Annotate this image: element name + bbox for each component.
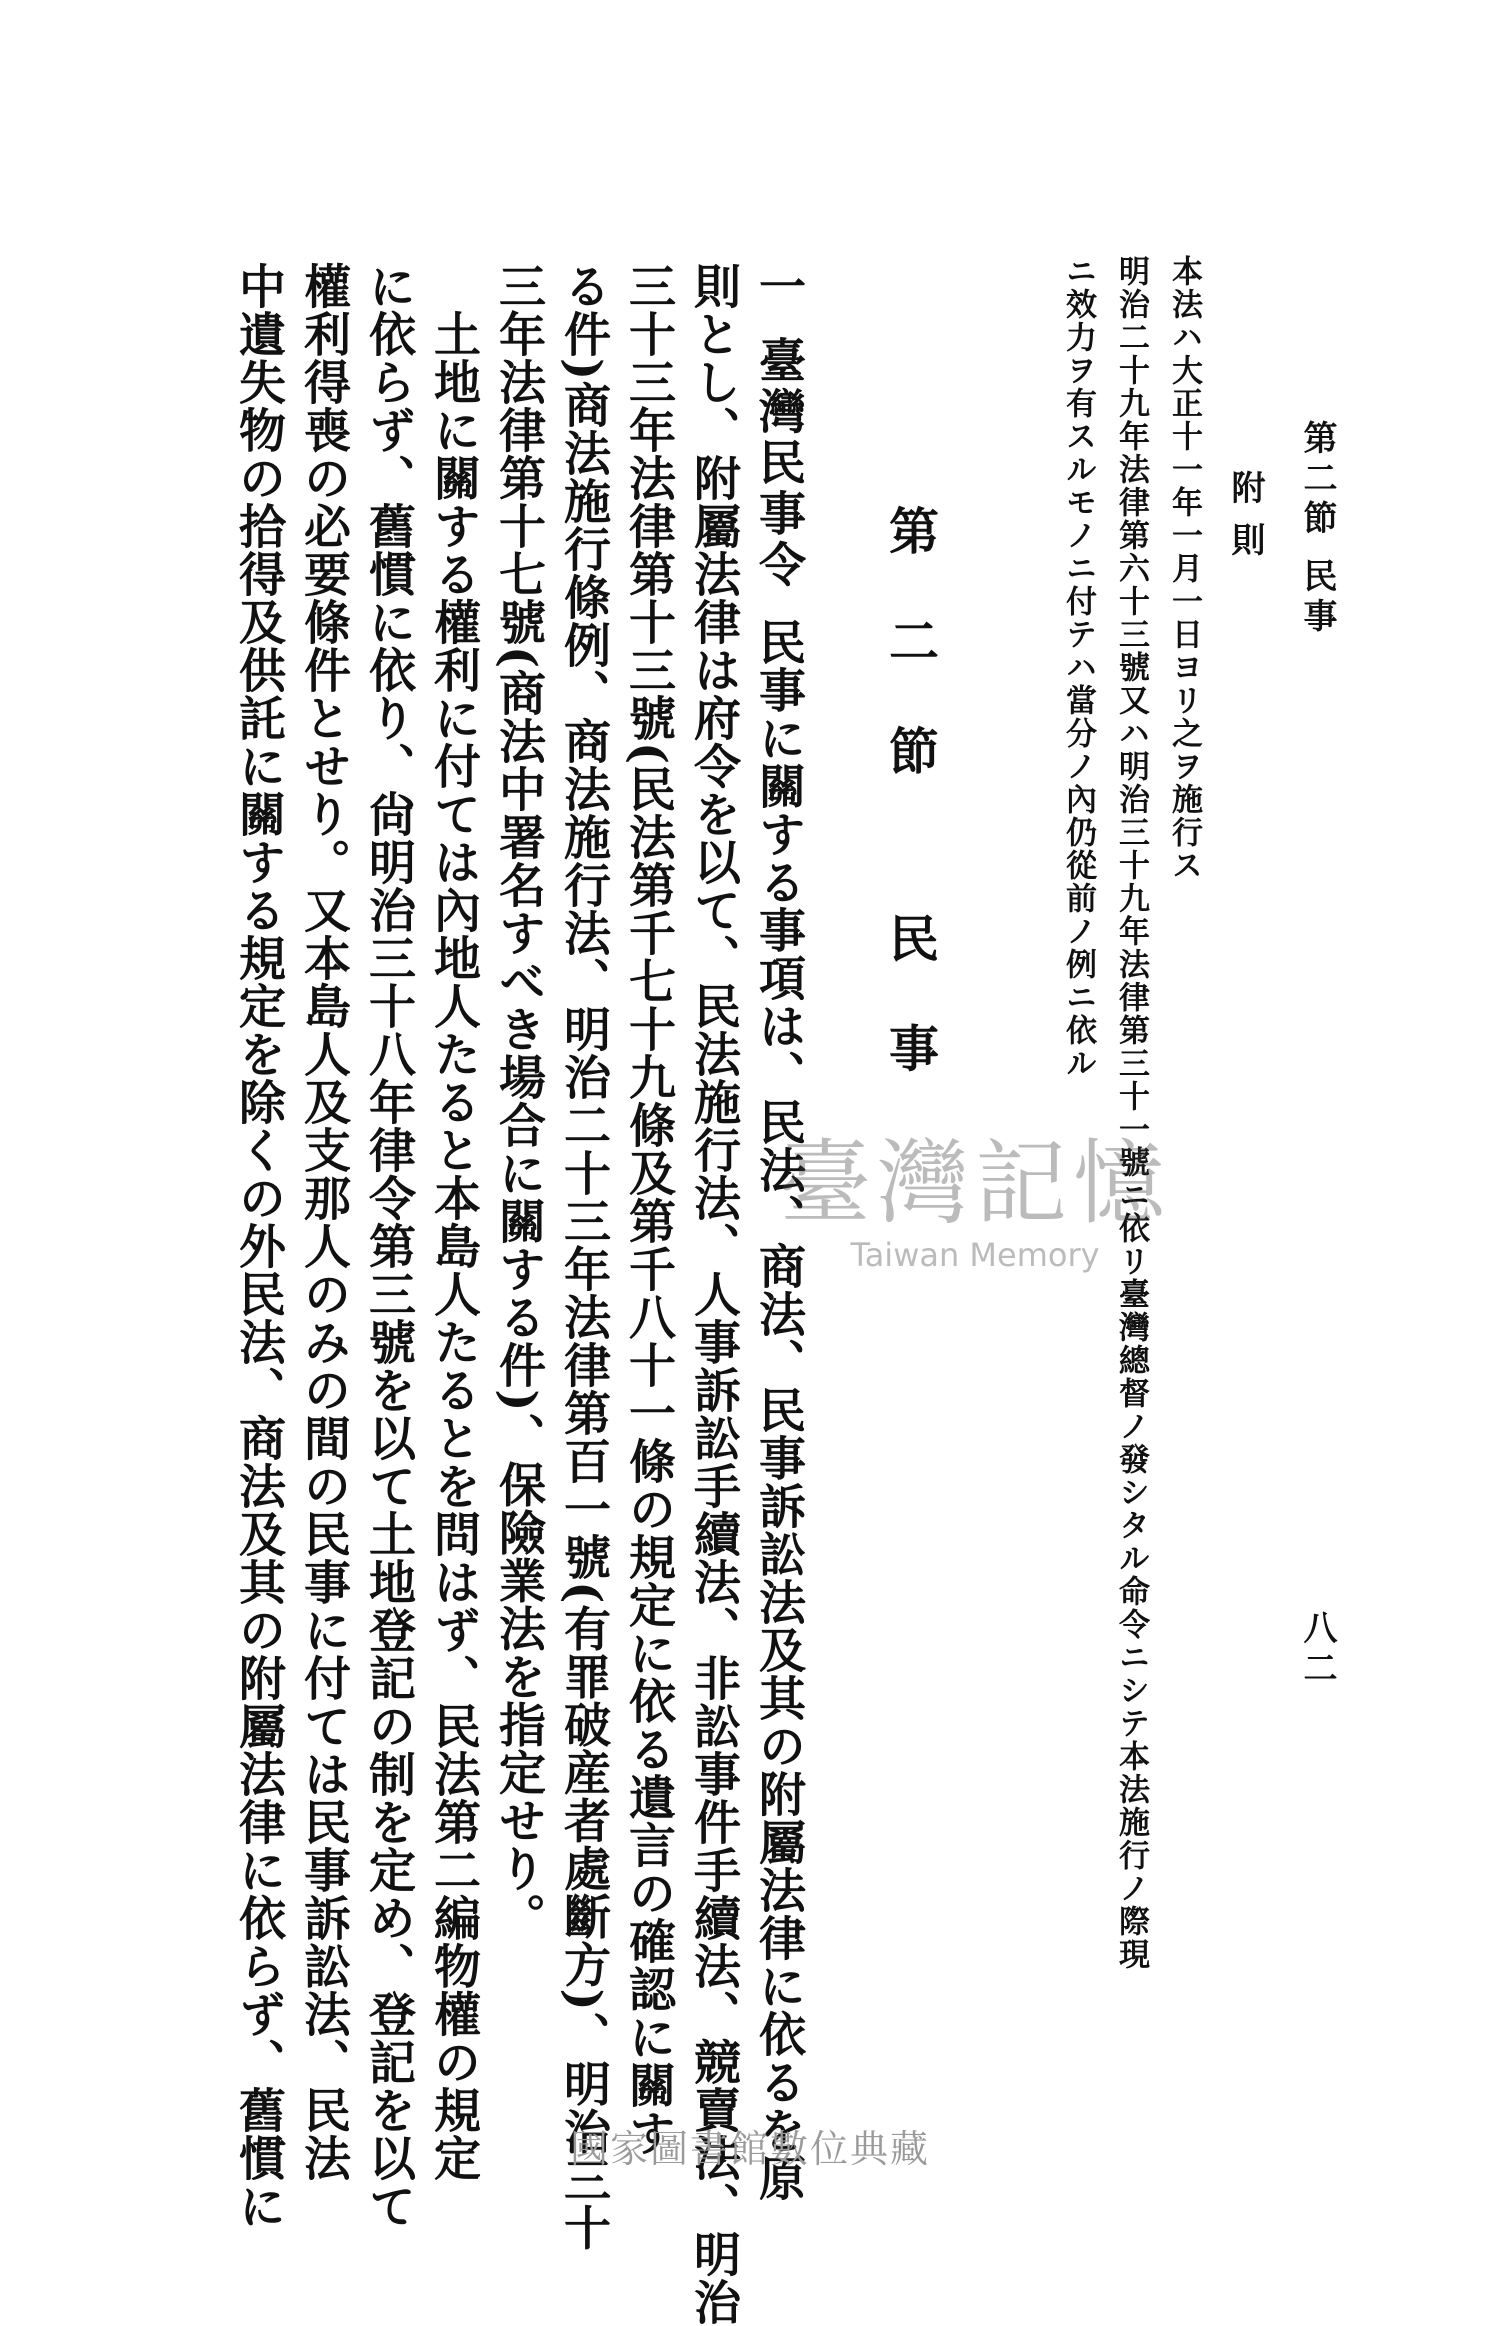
appendix-line: 本法ハ大正十一年一月一日ヨリ之ヲ施行ス [1166, 255, 1202, 882]
item-title: 臺灣民事令 [751, 336, 806, 591]
body-line: 民事に關する事項は、民法、商法、民事訴訟法及其の附屬法律に依るを原 [751, 618, 806, 2202]
appendix-line: 明治二十九年法律第六十三號又ハ明治三十九年法律第三十一號ニ依リ臺灣總督ノ發シタル命令ニシテ本法施行ノ際現 [1113, 255, 1149, 1971]
item-number: 一 [751, 262, 806, 310]
library-footer: 國家圖書館數位典藏 [569, 2127, 930, 2171]
body-line: る件)商法施行條例、商法施行法、明治二十三年法律第百一號(有罪破産者處斷方)、明治三十 [556, 262, 611, 2252]
body-line: 土地に關する權利に付ては內地人たると本島人たるとを問はず、民法第二編物權の規定 [426, 310, 481, 2182]
body-line: 則とし、附屬法律は府令を以て、民法施行法、人事訴訟手續法、非訟事件手續法、競賣法、明治 [686, 262, 741, 2326]
appendix-title: 附則 [1225, 470, 1265, 574]
running-header-section: 第二節 民事 [1297, 420, 1337, 638]
body-line: 三十三年法律第十三號(民法第千七十九條及第千八十一條の規定に依る遺言の確認に關す [621, 262, 676, 2158]
section-heading: 第二節 民事 [881, 505, 940, 1133]
body-line: 中遺失物の拾得及供託に關する規定を除くの外民法、商法及其の附屬法律に依らず、舊慣に [231, 262, 286, 2230]
page-number: 八二 [1297, 1610, 1337, 1690]
body-line: 權利得喪の必要條件とせり。又本島人及支那人のみの間の民事に付ては民事訴訟法、民法 [296, 262, 351, 2182]
body-line: 三年法律第十七號(商法中署名すべき場合に關する件)、保險業法を指定せり。 [491, 262, 546, 1941]
watermark-chinese: 臺灣記憶 [778, 1130, 1171, 1237]
appendix-line: ニ效力ヲ有スルモノニ付テハ當分ノ內仍從前ノ例ニ依ル [1060, 255, 1096, 1080]
body-line: に依らず、舊慣に依り、尙明治三十八年律令第三號を以て土地登記の制を定め、登記を以て [361, 262, 416, 2230]
watermark-english: Taiwan Memory [850, 1236, 1100, 1274]
